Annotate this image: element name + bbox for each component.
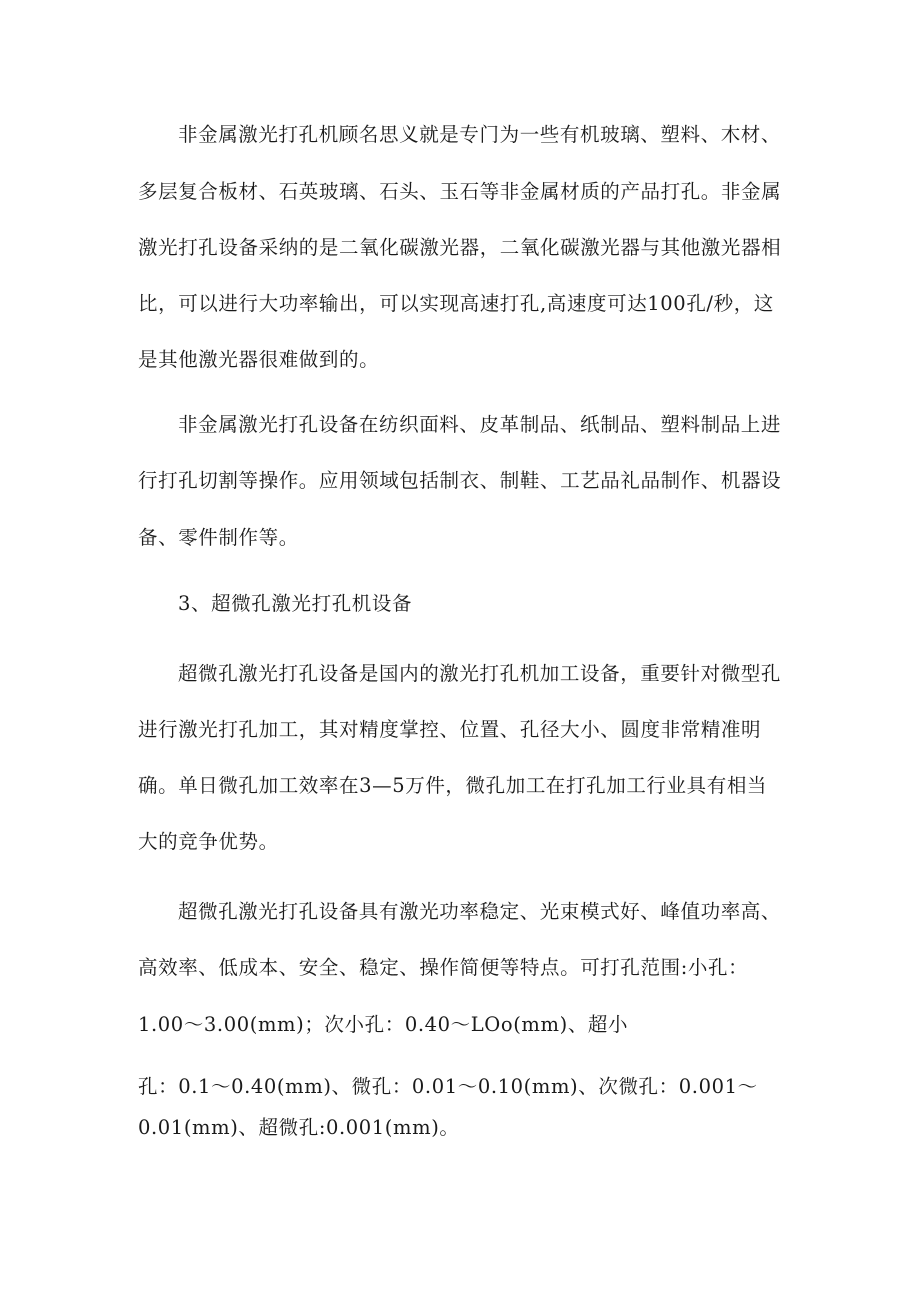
paragraph-5-line-1: 孔：0.1～0.40(mm)、微孔：0.01～0.10(mm)、次微孔：0.001～ [138,1075,758,1098]
paragraph-2-line-1: 非金属激光打孔设备在纺织面料、皮革制品、纸制品、塑料制品上进 [178,413,782,436]
paragraph-1-line-1: 非金属激光打孔机顾名思义就是专门为一些有机玻璃、塑料、木材、 [178,123,782,146]
paragraph-1-line-3: 激光打孔设备采纳的是二氧化碳激光器，二氧化碳激光器与其他激光器相 [138,236,782,259]
paragraph-4-line-3: 1.00～3.00(mm)；次小孔：0.40～LOo(mm)、超小 [138,1013,629,1036]
paragraph-2-line-3: 备、零件制作等。 [138,526,299,549]
paragraph-3-line-3: 确。单日微孔加工效率在3—5万件，微孔加工在打孔加工行业具有相当 [138,774,768,797]
paragraph-1-line-2: 多层复合板材、石英玻璃、石头、玉石等非金属材质的产品打孔。非金属 [138,180,782,203]
paragraph-3-line-2: 进行激光打孔加工，其对精度掌控、位置、孔径大小、圆度非常精准明 [138,718,762,741]
paragraph-3-line-4: 大的竞争优势。 [138,830,279,853]
paragraph-5-line-2: 0.01(mm)、超微孔:0.001(mm)。 [138,1116,460,1139]
paragraph-4-line-1: 超微孔激光打孔设备具有激光功率稳定、光束模式好、峰值功率高、 [178,900,782,923]
paragraph-1-line-5: 是其他激光器很难做到的。 [138,348,380,371]
paragraph-4-line-2: 高效率、低成本、安全、稳定、操作简便等特点。可打孔范围:小孔： [138,956,749,979]
section-heading: 3、超微孔激光打孔机设备 [178,592,413,615]
paragraph-2-line-2: 行打孔切割等操作。应用领域包括制衣、制鞋、工艺品礼品制作、机器设 [138,469,782,492]
paragraph-1-line-4: 比，可以进行大功率输出，可以实现高速打孔,高速度可达100孔/秒，这 [138,292,774,315]
paragraph-3-line-1: 超微孔激光打孔设备是国内的激光打孔机加工设备，重要针对微型孔 [178,662,782,685]
